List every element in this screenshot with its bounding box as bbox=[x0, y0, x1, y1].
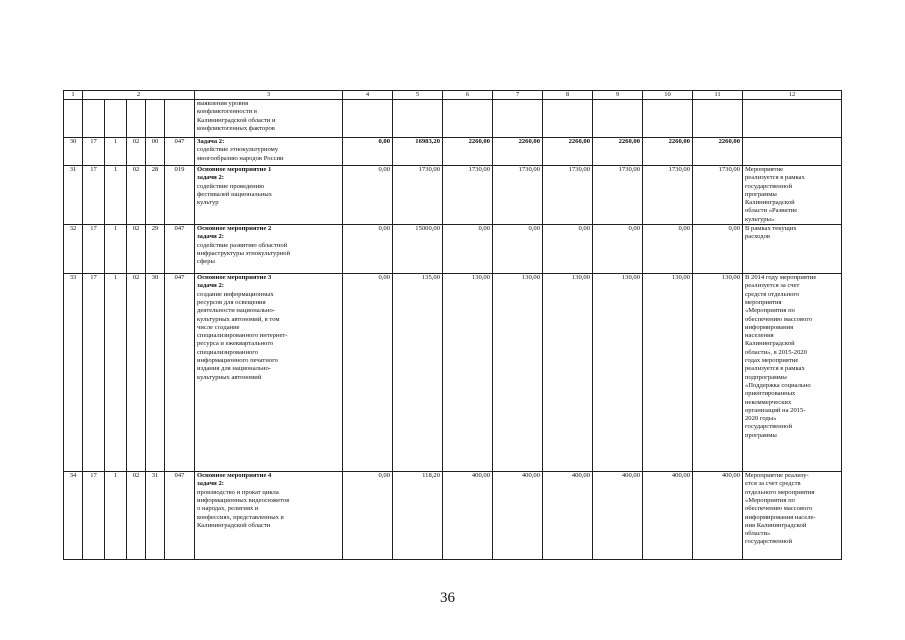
description-title: Основное мероприятие 1 bbox=[197, 166, 272, 173]
value-cell: 2260,00 bbox=[443, 138, 493, 166]
header-cell-12: 12 bbox=[743, 91, 842, 100]
note-line: некоммерческих bbox=[745, 398, 792, 406]
note-line: расходов bbox=[745, 233, 770, 241]
code-cell: 1 bbox=[105, 138, 127, 166]
note-line: В 2014 году мероприятие bbox=[745, 274, 817, 282]
header-cell-9: 9 bbox=[593, 91, 643, 100]
header-cell-4: 4 bbox=[343, 91, 393, 100]
table-row bbox=[64, 225, 842, 274]
code-cell: 02 bbox=[127, 138, 146, 166]
note-cell bbox=[743, 274, 842, 472]
value-cell: 0,00 bbox=[343, 166, 393, 225]
description-subtitle: задачи 2: bbox=[197, 174, 224, 182]
description-line: конфликтогенности в bbox=[197, 108, 257, 116]
note-line: подпрограммы bbox=[745, 373, 787, 381]
value-cell: 1730,00 bbox=[643, 166, 693, 225]
value-cell: 130,00 bbox=[493, 274, 543, 472]
description-line: культур bbox=[197, 199, 219, 207]
note-line: ется за счет средств bbox=[745, 480, 801, 488]
description-line: специализированного bbox=[197, 348, 259, 356]
description-line: производство и прокат цикла bbox=[197, 488, 279, 496]
value-cell: 0,00 bbox=[493, 225, 543, 274]
description-line: Калининградской области bbox=[197, 521, 271, 529]
description-cell bbox=[195, 472, 343, 560]
description-line: фестивалей национальных bbox=[197, 190, 272, 198]
value-cell: 130,00 bbox=[693, 274, 743, 472]
note-line: государственной bbox=[745, 538, 792, 546]
note-line: 2020 годы» bbox=[745, 415, 777, 423]
code-cell: 02 bbox=[127, 274, 146, 472]
description-line: издания для национально- bbox=[197, 365, 272, 373]
value-cell: 400,00 bbox=[693, 472, 743, 560]
description-line: содействие этнокультурному bbox=[197, 146, 279, 154]
value-cell: 0,00 bbox=[343, 274, 393, 472]
description-title: Основное мероприятие 3 bbox=[197, 274, 272, 282]
note-line: годах мероприятие bbox=[745, 357, 799, 365]
description-title: Основное мероприятие 2 bbox=[197, 225, 272, 233]
note-line: мероприятия bbox=[745, 298, 782, 306]
code-cell: 29 bbox=[146, 225, 165, 274]
note-line: области», в 2015-2020 bbox=[745, 348, 807, 356]
note-line: отдельного мероприятия bbox=[745, 488, 815, 496]
value-cell: 0,00 bbox=[593, 225, 643, 274]
note-line: государственной bbox=[745, 423, 792, 431]
note-line: программы bbox=[745, 431, 777, 439]
value-cell: 1730,00 bbox=[443, 166, 493, 225]
description-line: культурных автономий, в том bbox=[197, 315, 280, 323]
value-cell: 130,00 bbox=[593, 274, 643, 472]
note-cell bbox=[743, 166, 842, 225]
value-cell: 0,00 bbox=[343, 138, 393, 166]
note-cell bbox=[743, 472, 842, 560]
description-line: специализированного интернет- bbox=[197, 332, 288, 340]
note-line: программы bbox=[745, 190, 777, 198]
value-cell: 118,20 bbox=[393, 472, 443, 560]
description-line: информационных видеосюжетов bbox=[197, 496, 290, 504]
note-line: В рамках текущих bbox=[745, 225, 797, 233]
description-line: создание информационных bbox=[197, 290, 274, 298]
value-cell: 16983,20 bbox=[393, 138, 443, 166]
code-cell: 17 bbox=[83, 225, 105, 274]
value-cell: 2260,00 bbox=[543, 138, 593, 166]
note-line: Мероприятие реализу- bbox=[745, 472, 809, 480]
description-line: ресурса и ежеквартального bbox=[197, 340, 274, 348]
note-line: Калининградской bbox=[745, 199, 795, 207]
code-cell: 047 bbox=[165, 225, 195, 274]
note-cell bbox=[743, 138, 842, 166]
value-cell: 135,00 bbox=[393, 274, 443, 472]
description-line: многообразию народов России bbox=[197, 154, 284, 162]
value-cell: 0,00 bbox=[693, 225, 743, 274]
value-cell: 400,00 bbox=[643, 472, 693, 560]
description-title: Задача 2: bbox=[197, 138, 225, 145]
description-line: культурных автономий bbox=[197, 373, 262, 381]
note-line: организаций на 2015- bbox=[745, 406, 806, 414]
description-cell bbox=[195, 138, 343, 166]
header-cell-8: 8 bbox=[543, 91, 593, 100]
header-cell-2: 2 bbox=[83, 91, 195, 100]
value-cell: 400,00 bbox=[443, 472, 493, 560]
description-line: деятельности национально- bbox=[197, 307, 276, 315]
code-cell: 019 bbox=[165, 166, 195, 225]
budget-table bbox=[63, 90, 842, 560]
table-row bbox=[64, 138, 842, 166]
header-cell-3: 3 bbox=[195, 91, 343, 100]
description-title: Основное мероприятие 4 bbox=[197, 472, 272, 480]
value-cell: 1730,00 bbox=[543, 166, 593, 225]
row-number-cell: 34 bbox=[64, 472, 83, 560]
description-line: сферы bbox=[197, 258, 215, 266]
note-line: населения bbox=[745, 332, 774, 340]
header-cell-1: 1 bbox=[64, 91, 83, 100]
value-cell: 1730,00 bbox=[693, 166, 743, 225]
code-cell: 1 bbox=[105, 166, 127, 225]
table-row bbox=[64, 166, 842, 225]
code-cell: 17 bbox=[83, 274, 105, 472]
description-subtitle: задачи 2: bbox=[197, 282, 224, 290]
continuation-row bbox=[64, 100, 842, 138]
value-cell: 400,00 bbox=[593, 472, 643, 560]
table-body bbox=[64, 91, 842, 560]
note-line: обеспечению массового bbox=[745, 505, 813, 513]
code-cell: 17 bbox=[83, 138, 105, 166]
code-cell: 047 bbox=[165, 472, 195, 560]
note-line: ния Калининградской bbox=[745, 521, 807, 529]
table-row bbox=[64, 472, 842, 560]
code-cell: 047 bbox=[165, 138, 195, 166]
description-line: содействие проведению bbox=[197, 182, 265, 190]
note-line: «Мероприятия по bbox=[745, 307, 795, 315]
value-cell: 0,00 bbox=[443, 225, 493, 274]
note-line: реализуется за счет bbox=[745, 282, 800, 290]
value-cell: 2260,00 bbox=[593, 138, 643, 166]
row-number-cell: 32 bbox=[64, 225, 83, 274]
description-line: информационного печатного bbox=[197, 357, 278, 365]
header-row bbox=[64, 91, 842, 100]
continuation-description bbox=[195, 100, 343, 138]
header-cell-6: 6 bbox=[443, 91, 493, 100]
note-line: реализуется в рамках bbox=[745, 174, 805, 182]
description-line: выявления уровня bbox=[197, 100, 249, 107]
value-cell: 0,00 bbox=[343, 472, 393, 560]
code-cell: 1 bbox=[105, 472, 127, 560]
code-cell: 02 bbox=[127, 225, 146, 274]
description-line: числе создание bbox=[197, 323, 240, 331]
value-cell: 2260,00 bbox=[693, 138, 743, 166]
value-cell: 0,00 bbox=[343, 225, 393, 274]
note-line: ориентированных bbox=[745, 390, 796, 398]
description-line: Калининградской области и bbox=[197, 116, 276, 124]
description-line: о народах, религиях и bbox=[197, 505, 259, 513]
description-line: конфликтогенных факторов bbox=[197, 124, 275, 132]
table-row bbox=[64, 274, 842, 472]
note-line: области» bbox=[745, 530, 771, 538]
code-cell: 17 bbox=[83, 166, 105, 225]
header-cell-5: 5 bbox=[393, 91, 443, 100]
value-cell: 0,00 bbox=[543, 225, 593, 274]
description-line: инфраструктуры этнокультурной bbox=[197, 249, 290, 257]
value-cell: 1730,00 bbox=[393, 166, 443, 225]
description-line: содействие развитию областной bbox=[197, 241, 288, 249]
code-cell: 31 bbox=[146, 472, 165, 560]
value-cell: 1730,00 bbox=[593, 166, 643, 225]
description-subtitle: задачи 2: bbox=[197, 233, 224, 241]
code-cell: 28 bbox=[146, 166, 165, 225]
value-cell: 130,00 bbox=[443, 274, 493, 472]
description-cell bbox=[195, 225, 343, 274]
description-line: ресурсов для освещения bbox=[197, 298, 266, 306]
code-cell: 1 bbox=[105, 225, 127, 274]
code-cell: 1 bbox=[105, 274, 127, 472]
header-cell-7: 7 bbox=[493, 91, 543, 100]
description-cell bbox=[195, 166, 343, 225]
code-cell: 047 bbox=[165, 274, 195, 472]
note-line: обеспечению массового bbox=[745, 315, 813, 323]
header-cell-10: 10 bbox=[643, 91, 693, 100]
note-line: информирования bbox=[745, 323, 794, 331]
note-line: средств отдельного bbox=[745, 290, 800, 298]
note-line: Калининградской bbox=[745, 340, 795, 348]
code-cell: 02 bbox=[127, 472, 146, 560]
value-cell: 130,00 bbox=[643, 274, 693, 472]
value-cell: 2260,00 bbox=[493, 138, 543, 166]
value-cell: 400,00 bbox=[543, 472, 593, 560]
header-cell-11: 11 bbox=[693, 91, 743, 100]
note-line: реализуется в рамках bbox=[745, 365, 805, 373]
code-cell: 00 bbox=[146, 138, 165, 166]
note-line: Мероприятие bbox=[745, 166, 784, 173]
value-cell: 0,00 bbox=[643, 225, 693, 274]
note-line: области «Развитие bbox=[745, 207, 798, 215]
note-line: культуры» bbox=[745, 215, 775, 223]
value-cell: 1730,00 bbox=[493, 166, 543, 225]
value-cell: 2260,00 bbox=[643, 138, 693, 166]
note-cell bbox=[743, 225, 842, 274]
row-number-cell: 30 bbox=[64, 138, 83, 166]
description-cell bbox=[195, 274, 343, 472]
page-number: 36 bbox=[440, 590, 455, 606]
code-cell: 17 bbox=[83, 472, 105, 560]
value-cell: 400,00 bbox=[493, 472, 543, 560]
description-line: конфессиях, представленных в bbox=[197, 513, 284, 521]
code-cell: 02 bbox=[127, 166, 146, 225]
code-cell: 30 bbox=[146, 274, 165, 472]
note-line: «Мероприятия по bbox=[745, 496, 795, 504]
note-line: информирования населе- bbox=[745, 513, 816, 521]
description-subtitle: задачи 2: bbox=[197, 480, 224, 488]
row-number-cell: 33 bbox=[64, 274, 83, 472]
row-number-cell: 31 bbox=[64, 166, 83, 225]
note-line: «Поддержка социально bbox=[745, 381, 811, 389]
value-cell: 15000,00 bbox=[393, 225, 443, 274]
note-line: государственной bbox=[745, 182, 792, 190]
value-cell: 130,00 bbox=[543, 274, 593, 472]
